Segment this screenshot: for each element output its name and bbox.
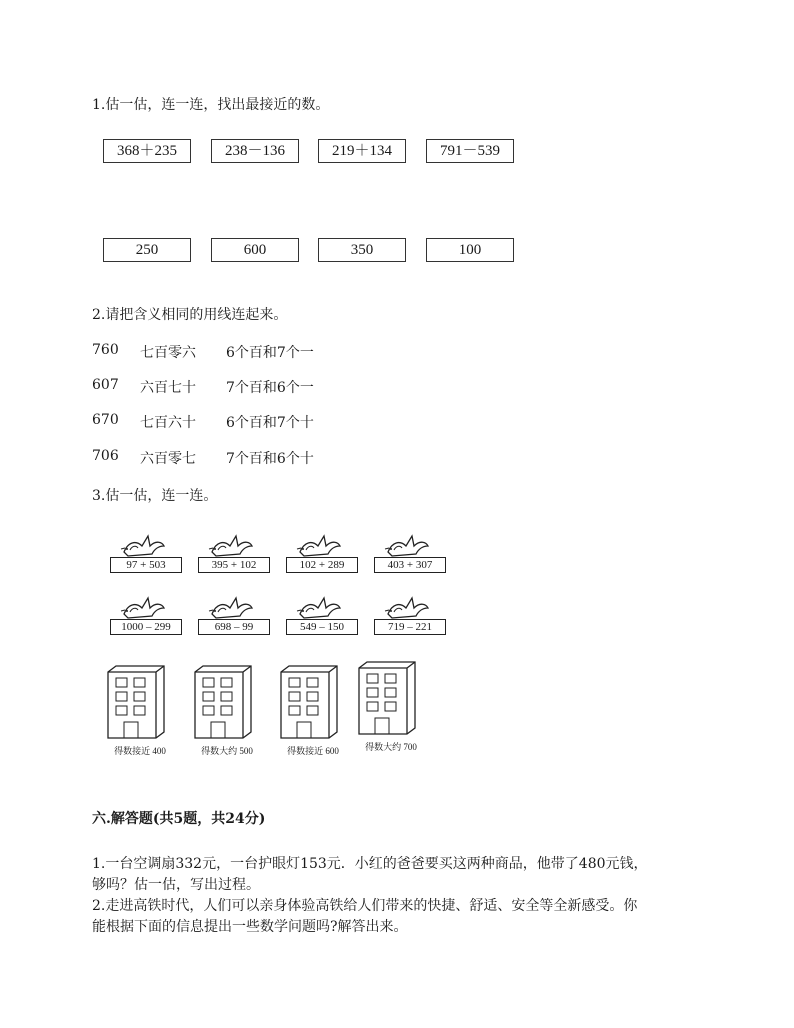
match-desc[interactable]: 7个百和6个一 <box>226 380 314 396</box>
problem-1-line-1: 1.一台空调扇332元，一台护眼灯153元．小红的爸爸要买这两种商品，他带了480元钱， <box>92 856 648 872</box>
bird-card[interactable] <box>374 592 444 642</box>
match-number[interactable]: 607 <box>92 377 119 393</box>
match-number[interactable]: 706 <box>92 448 119 464</box>
bird-expression: 719 – 221 <box>374 619 446 635</box>
bird-expression: 97 + 503 <box>110 557 182 573</box>
bird-expression: 549 – 150 <box>286 619 358 635</box>
answer-box[interactable]: 600 <box>211 238 299 262</box>
match-desc[interactable]: 6个百和7个十 <box>226 415 314 431</box>
q2-title: 2.请把含义相同的用线连起来。 <box>92 307 288 323</box>
expression-box[interactable]: 238－136 <box>211 139 299 163</box>
bird-icon <box>382 592 432 622</box>
match-words[interactable]: 七百六十 <box>140 415 196 431</box>
bird-expression: 102 + 289 <box>286 557 358 573</box>
match-number[interactable]: 670 <box>92 412 119 428</box>
bird-icon <box>294 592 344 622</box>
answer-box[interactable]: 100 <box>426 238 514 262</box>
building-icon <box>106 664 166 740</box>
bird-card[interactable] <box>286 592 356 642</box>
building-caption: 得数大约 700 <box>365 742 417 752</box>
expression-box[interactable]: 791－539 <box>426 139 514 163</box>
bird-card[interactable] <box>198 592 268 642</box>
problem-2-line-2: 能根据下面的信息提出一些数学问题吗?解答出来。 <box>92 919 408 935</box>
bird-card[interactable] <box>286 530 356 580</box>
bird-expression: 395 + 102 <box>198 557 270 573</box>
bird-card[interactable] <box>110 530 180 580</box>
problem-1-line-2: 够吗？估一估，写出过程。 <box>92 877 260 893</box>
bird-card[interactable] <box>110 592 180 642</box>
match-words[interactable]: 七百零六 <box>140 345 196 361</box>
building-card[interactable] <box>193 664 261 764</box>
expression-box[interactable]: 368＋235 <box>103 139 191 163</box>
section-heading: 六.解答题(共5题，共24分) <box>92 811 266 827</box>
building-icon <box>279 664 339 740</box>
answer-box[interactable]: 350 <box>318 238 406 262</box>
match-words[interactable]: 六百零七 <box>140 451 196 467</box>
building-card[interactable] <box>279 664 347 764</box>
q3-title: 3.估一估，连一连。 <box>92 488 218 504</box>
bird-icon <box>382 530 432 560</box>
building-caption: 得数大约 500 <box>201 746 253 756</box>
bird-expression: 1000 – 299 <box>110 619 182 635</box>
building-card[interactable] <box>106 664 174 764</box>
problem-2-line-1: 2.走进高铁时代，人们可以亲身体验高铁给人们带来的快捷、舒适、安全等全新感受。你 <box>92 898 638 914</box>
building-caption: 得数接近 400 <box>114 746 166 756</box>
expression-box[interactable]: 219＋134 <box>318 139 406 163</box>
building-icon <box>193 664 253 740</box>
bird-icon <box>118 592 168 622</box>
match-desc[interactable]: 7个百和6个十 <box>226 451 314 467</box>
bird-card[interactable] <box>374 530 444 580</box>
bird-expression: 403 + 307 <box>374 557 446 573</box>
building-icon <box>357 660 417 736</box>
match-words[interactable]: 六百七十 <box>140 380 196 396</box>
q1-title: 1.估一估，连一连，找出最接近的数。 <box>92 97 330 113</box>
building-card[interactable] <box>357 660 425 760</box>
building-caption: 得数接近 600 <box>287 746 339 756</box>
match-number[interactable]: 760 <box>92 342 119 358</box>
bird-icon <box>118 530 168 560</box>
bird-icon <box>206 530 256 560</box>
bird-icon <box>294 530 344 560</box>
bird-card[interactable] <box>198 530 268 580</box>
bird-icon <box>206 592 256 622</box>
answer-box[interactable]: 250 <box>103 238 191 262</box>
bird-expression: 698 – 99 <box>198 619 270 635</box>
match-desc[interactable]: 6个百和7个一 <box>226 345 314 361</box>
